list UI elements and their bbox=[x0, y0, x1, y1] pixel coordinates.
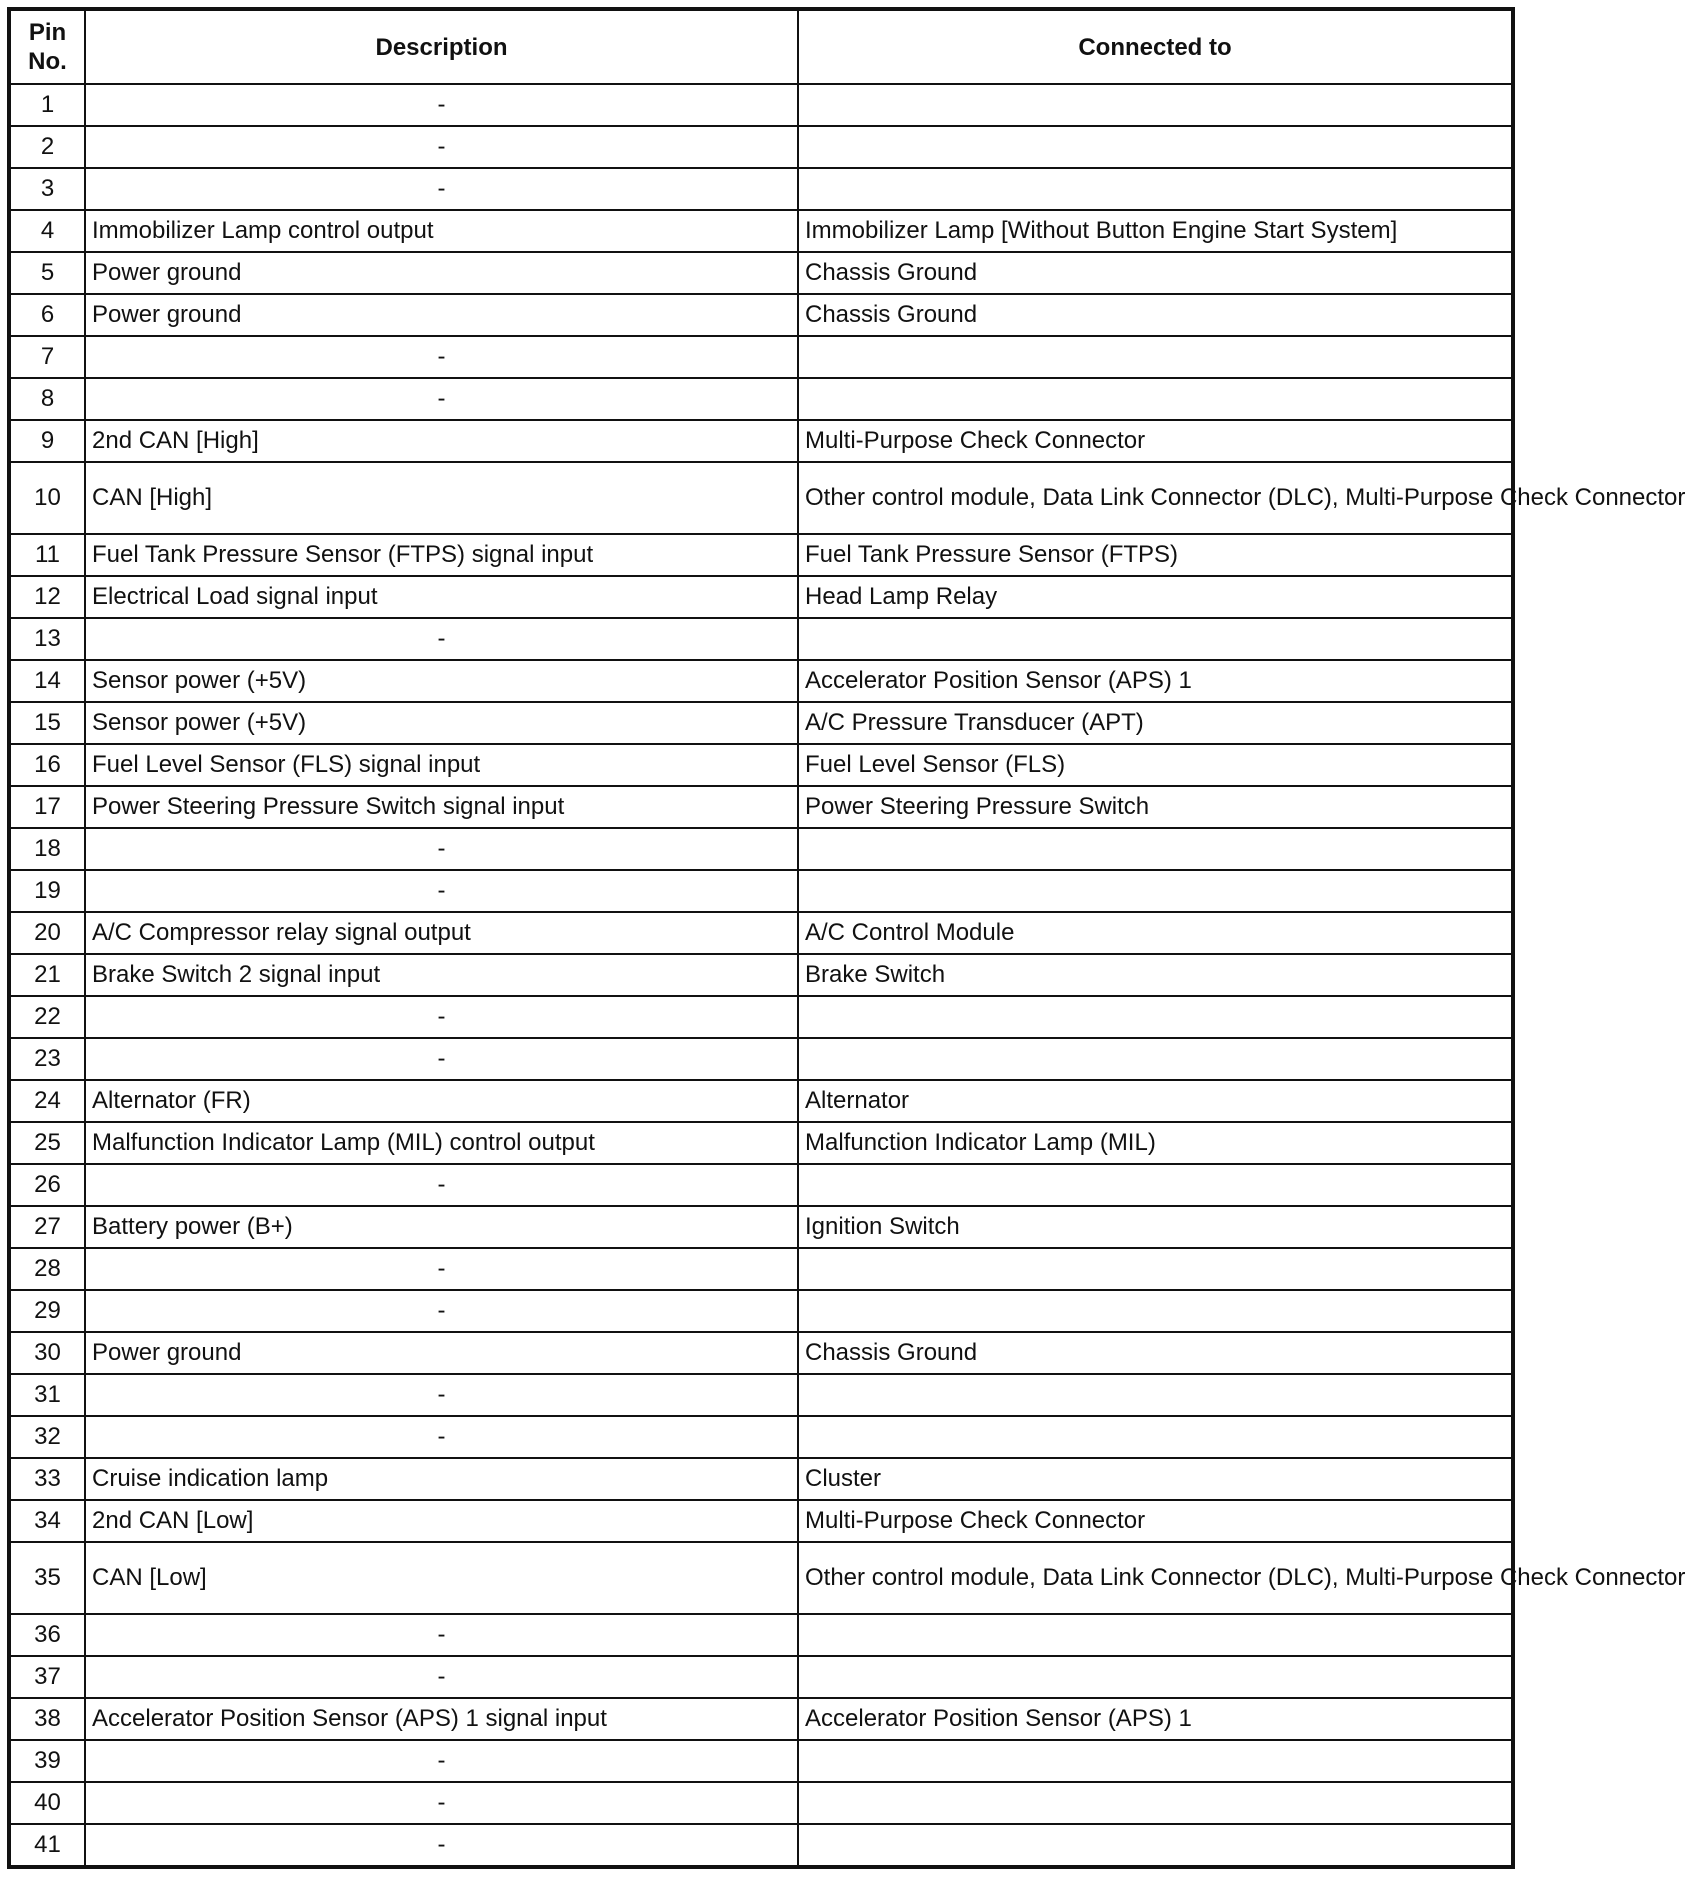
description-cell: 2nd CAN [High] bbox=[85, 420, 798, 462]
description-cell: - bbox=[85, 1248, 798, 1290]
connected-to-cell bbox=[798, 1164, 1513, 1206]
table-row bbox=[9, 294, 1513, 336]
connected-to-cell bbox=[798, 1038, 1513, 1080]
description-cell: - bbox=[85, 618, 798, 660]
description-cell: - bbox=[85, 870, 798, 912]
connected-to-cell bbox=[798, 996, 1513, 1038]
description-cell: Power ground bbox=[85, 252, 798, 294]
table-row bbox=[9, 1824, 1513, 1867]
pin-number-cell: 30 bbox=[9, 1332, 85, 1374]
connected-to-cell: Other control module, Data Link Connector (DLC), Multi-Purpose Check Connector bbox=[798, 462, 1513, 534]
header-description: Description bbox=[85, 9, 798, 84]
header-pin-line2: No. bbox=[28, 48, 67, 75]
pin-number-cell: 32 bbox=[9, 1416, 85, 1458]
description-cell: Battery power (B+) bbox=[85, 1206, 798, 1248]
header-connected-to: Connected to bbox=[798, 9, 1513, 84]
header-pin-line1: Pin bbox=[28, 19, 67, 46]
connected-to-cell bbox=[798, 1374, 1513, 1416]
table-row bbox=[9, 126, 1513, 168]
table-row bbox=[9, 1740, 1513, 1782]
description-cell: - bbox=[85, 1290, 798, 1332]
connected-to-cell bbox=[798, 1290, 1513, 1332]
description-cell: CAN [Low] bbox=[85, 1542, 798, 1614]
pin-number-cell: 39 bbox=[9, 1740, 85, 1782]
pin-number-cell: 3 bbox=[9, 168, 85, 210]
connected-to-cell bbox=[798, 1824, 1513, 1867]
pin-number-cell: 13 bbox=[9, 618, 85, 660]
connected-to-cell bbox=[798, 336, 1513, 378]
table-row bbox=[9, 1458, 1513, 1500]
table-row bbox=[9, 378, 1513, 420]
pin-number-cell: 36 bbox=[9, 1614, 85, 1656]
pin-number-cell: 40 bbox=[9, 1782, 85, 1824]
pin-number-cell: 31 bbox=[9, 1374, 85, 1416]
header-pin-no bbox=[9, 9, 85, 84]
description-cell: - bbox=[85, 1038, 798, 1080]
table-row bbox=[9, 534, 1513, 576]
connected-to-cell bbox=[798, 618, 1513, 660]
description-cell: - bbox=[85, 1740, 798, 1782]
table-row bbox=[9, 1206, 1513, 1248]
description-cell: Malfunction Indicator Lamp (MIL) control output bbox=[85, 1122, 798, 1164]
table-row bbox=[9, 1332, 1513, 1374]
connected-to-cell: Cluster bbox=[798, 1458, 1513, 1500]
connected-to-cell: Multi-Purpose Check Connector bbox=[798, 1500, 1513, 1542]
connected-to-cell bbox=[798, 1740, 1513, 1782]
table-row bbox=[9, 1122, 1513, 1164]
connected-to-cell bbox=[798, 126, 1513, 168]
connected-to-cell: Other control module, Data Link Connector (DLC), Multi-Purpose Check Connector bbox=[798, 1542, 1513, 1614]
pin-number-cell: 14 bbox=[9, 660, 85, 702]
connected-to-cell bbox=[798, 870, 1513, 912]
table-row bbox=[9, 168, 1513, 210]
connected-to-cell bbox=[798, 168, 1513, 210]
pin-number-cell: 33 bbox=[9, 1458, 85, 1500]
description-cell: 2nd CAN [Low] bbox=[85, 1500, 798, 1542]
description-cell: Sensor power (+5V) bbox=[85, 702, 798, 744]
description-cell: - bbox=[85, 1614, 798, 1656]
connected-to-cell: Malfunction Indicator Lamp (MIL) bbox=[798, 1122, 1513, 1164]
pin-number-cell: 23 bbox=[9, 1038, 85, 1080]
connected-to-cell bbox=[798, 84, 1513, 126]
table-row bbox=[9, 660, 1513, 702]
pin-number-cell: 25 bbox=[9, 1122, 85, 1164]
pin-number-cell: 1 bbox=[9, 84, 85, 126]
description-cell: Sensor power (+5V) bbox=[85, 660, 798, 702]
description-cell: Accelerator Position Sensor (APS) 1 signal input bbox=[85, 1698, 798, 1740]
description-cell: Immobilizer Lamp control output bbox=[85, 210, 798, 252]
pin-number-cell: 38 bbox=[9, 1698, 85, 1740]
table-body bbox=[9, 84, 1685, 1867]
pin-number-cell: 27 bbox=[9, 1206, 85, 1248]
pin-number-cell: 6 bbox=[9, 294, 85, 336]
table-row bbox=[9, 1782, 1513, 1824]
connected-to-cell: Ignition Switch bbox=[798, 1206, 1513, 1248]
description-cell: Power ground bbox=[85, 294, 798, 336]
table-row bbox=[9, 1698, 1513, 1740]
description-cell: - bbox=[85, 126, 798, 168]
table-header bbox=[9, 9, 1513, 84]
table-row bbox=[9, 618, 1513, 660]
pin-number-cell: 41 bbox=[9, 1824, 85, 1867]
connected-to-cell bbox=[798, 828, 1513, 870]
connected-to-cell: Chassis Ground bbox=[798, 1332, 1513, 1374]
pin-number-cell: 4 bbox=[9, 210, 85, 252]
description-cell: Power ground bbox=[85, 1332, 798, 1374]
pin-number-cell: 19 bbox=[9, 870, 85, 912]
connected-to-cell: Fuel Tank Pressure Sensor (FTPS) bbox=[798, 534, 1513, 576]
connected-to-cell bbox=[798, 1248, 1513, 1290]
description-cell: CAN [High] bbox=[85, 462, 798, 534]
header-row bbox=[9, 9, 1513, 84]
table-row bbox=[9, 1038, 1513, 1080]
connected-to-cell bbox=[798, 1614, 1513, 1656]
table-row bbox=[9, 576, 1513, 618]
description-cell: - bbox=[85, 168, 798, 210]
table-row bbox=[9, 462, 1513, 534]
table-row bbox=[9, 420, 1513, 462]
pin-number-cell: 9 bbox=[9, 420, 85, 462]
description-cell: - bbox=[85, 1416, 798, 1458]
table-row bbox=[9, 786, 1513, 828]
table-row bbox=[9, 912, 1513, 954]
table-row bbox=[9, 996, 1513, 1038]
description-cell: - bbox=[85, 1782, 798, 1824]
pin-number-cell: 26 bbox=[9, 1164, 85, 1206]
table-row bbox=[9, 702, 1513, 744]
connected-to-cell: Chassis Ground bbox=[798, 294, 1513, 336]
description-cell: - bbox=[85, 996, 798, 1038]
connected-to-cell: Multi-Purpose Check Connector bbox=[798, 420, 1513, 462]
description-cell: - bbox=[85, 828, 798, 870]
pin-number-cell: 21 bbox=[9, 954, 85, 996]
connected-to-cell bbox=[798, 1782, 1513, 1824]
pin-number-cell: 35 bbox=[9, 1542, 85, 1614]
connected-to-cell: Accelerator Position Sensor (APS) 1 bbox=[798, 660, 1513, 702]
connected-to-cell: A/C Pressure Transducer (APT) bbox=[798, 702, 1513, 744]
connected-to-cell: Chassis Ground bbox=[798, 252, 1513, 294]
table-row bbox=[9, 1614, 1513, 1656]
pin-number-cell: 8 bbox=[9, 378, 85, 420]
description-cell: - bbox=[85, 1164, 798, 1206]
pin-number-cell: 29 bbox=[9, 1290, 85, 1332]
connected-to-cell: Immobilizer Lamp [Without Button Engine Start System] bbox=[798, 210, 1513, 252]
pin-number-cell: 2 bbox=[9, 126, 85, 168]
pin-number-cell: 15 bbox=[9, 702, 85, 744]
description-cell: Fuel Tank Pressure Sensor (FTPS) signal input bbox=[85, 534, 798, 576]
pin-number-cell: 17 bbox=[9, 786, 85, 828]
pin-number-cell: 7 bbox=[9, 336, 85, 378]
connected-to-cell bbox=[798, 378, 1513, 420]
description-cell: Brake Switch 2 signal input bbox=[85, 954, 798, 996]
pin-number-cell: 10 bbox=[9, 462, 85, 534]
table-row bbox=[9, 1080, 1513, 1122]
table-row bbox=[9, 1416, 1513, 1458]
table-row bbox=[9, 1248, 1513, 1290]
table-row bbox=[9, 1656, 1513, 1698]
connected-to-cell bbox=[798, 1656, 1513, 1698]
table-row bbox=[9, 84, 1513, 126]
pin-number-cell: 11 bbox=[9, 534, 85, 576]
pin-number-cell: 16 bbox=[9, 744, 85, 786]
description-cell: Electrical Load signal input bbox=[85, 576, 798, 618]
table-row bbox=[9, 744, 1513, 786]
connected-to-cell: Power Steering Pressure Switch bbox=[798, 786, 1513, 828]
description-cell: - bbox=[85, 1824, 798, 1867]
description-cell: Cruise indication lamp bbox=[85, 1458, 798, 1500]
pin-number-cell: 34 bbox=[9, 1500, 85, 1542]
description-cell: - bbox=[85, 1374, 798, 1416]
description-cell: A/C Compressor relay signal output bbox=[85, 912, 798, 954]
table-row bbox=[9, 1164, 1513, 1206]
table-row bbox=[9, 870, 1513, 912]
table-row bbox=[9, 1542, 1513, 1614]
table-row bbox=[9, 1374, 1513, 1416]
pin-table bbox=[7, 7, 1685, 1869]
connected-to-cell: A/C Control Module bbox=[798, 912, 1513, 954]
table-row bbox=[9, 1290, 1513, 1332]
connected-to-cell: Alternator bbox=[798, 1080, 1513, 1122]
description-cell: - bbox=[85, 1656, 798, 1698]
pin-number-cell: 20 bbox=[9, 912, 85, 954]
table-row bbox=[9, 954, 1513, 996]
description-cell: - bbox=[85, 336, 798, 378]
pin-number-cell: 12 bbox=[9, 576, 85, 618]
connected-to-cell: Head Lamp Relay bbox=[798, 576, 1513, 618]
connected-to-cell: Brake Switch bbox=[798, 954, 1513, 996]
description-cell: Alternator (FR) bbox=[85, 1080, 798, 1122]
table-row bbox=[9, 210, 1513, 252]
description-cell: Power Steering Pressure Switch signal input bbox=[85, 786, 798, 828]
connected-to-cell bbox=[798, 1416, 1513, 1458]
pin-number-cell: 22 bbox=[9, 996, 85, 1038]
pin-number-cell: 28 bbox=[9, 1248, 85, 1290]
description-cell: Fuel Level Sensor (FLS) signal input bbox=[85, 744, 798, 786]
pin-number-cell: 18 bbox=[9, 828, 85, 870]
table-row bbox=[9, 252, 1513, 294]
connected-to-cell: Accelerator Position Sensor (APS) 1 bbox=[798, 1698, 1513, 1740]
pin-number-cell: 37 bbox=[9, 1656, 85, 1698]
table-row bbox=[9, 1500, 1513, 1542]
table-row bbox=[9, 336, 1513, 378]
table-row bbox=[9, 828, 1513, 870]
pin-number-cell: 5 bbox=[9, 252, 85, 294]
description-cell: - bbox=[85, 84, 798, 126]
description-cell: - bbox=[85, 378, 798, 420]
pin-number-cell: 24 bbox=[9, 1080, 85, 1122]
connected-to-cell: Fuel Level Sensor (FLS) bbox=[798, 744, 1513, 786]
